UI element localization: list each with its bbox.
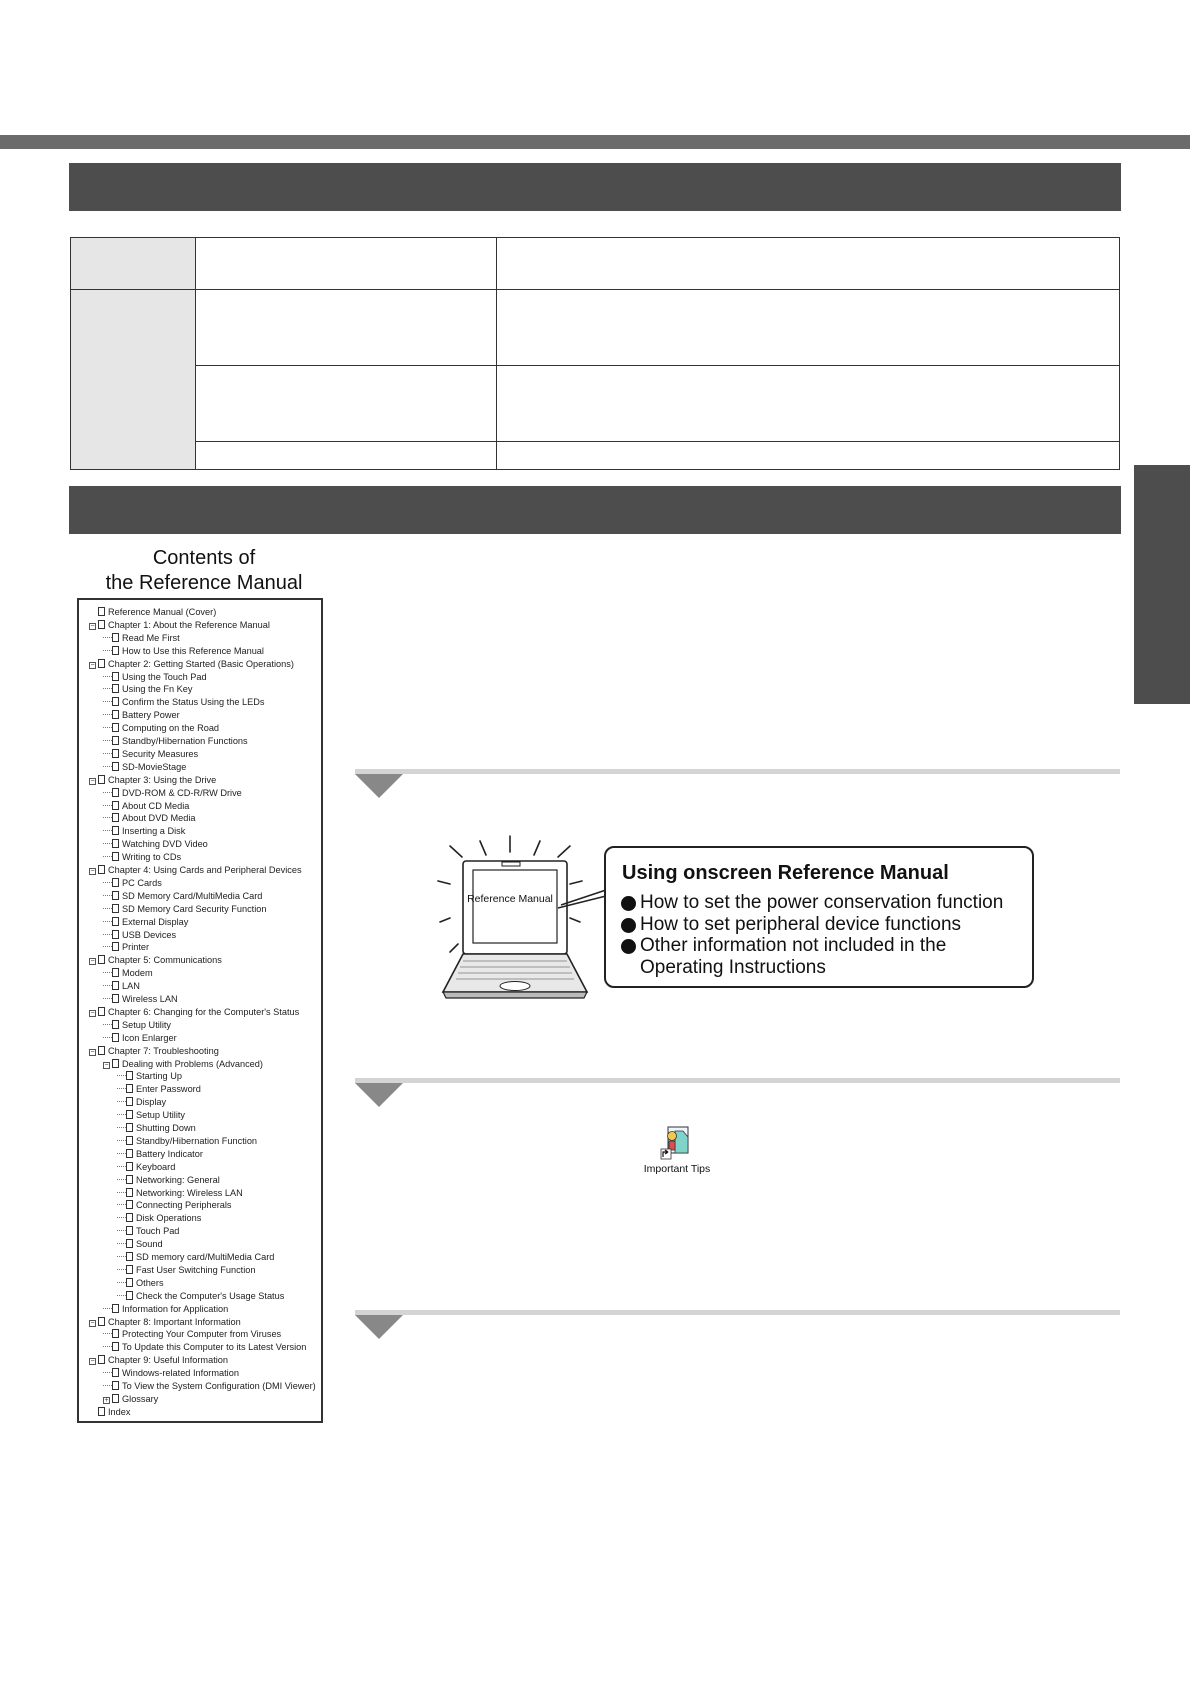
section-divider-2 xyxy=(355,1078,1120,1083)
table-row xyxy=(71,290,1120,366)
document-icon xyxy=(112,1329,119,1338)
tree-item-label: Standby/Hibernation Function xyxy=(136,1135,258,1146)
document-icon xyxy=(126,1110,133,1119)
tree-item[interactable] xyxy=(103,671,207,683)
document-icon xyxy=(98,865,105,874)
header-rule xyxy=(0,135,1190,149)
tree-item-label: Display xyxy=(136,1097,167,1108)
tree-item[interactable] xyxy=(89,1045,219,1057)
tree-item-label: Chapter 3: Using the Drive xyxy=(108,774,217,785)
tree-item-label: USB Devices xyxy=(122,929,177,940)
important-tips-icon[interactable] xyxy=(659,1125,695,1161)
document-icon xyxy=(98,1355,105,1364)
collapse-icon[interactable]: − xyxy=(90,1358,95,1366)
tree-item-label: Reference Manual (Cover) xyxy=(108,607,217,617)
tree-item[interactable] xyxy=(103,851,181,863)
collapse-icon[interactable]: − xyxy=(90,622,95,630)
table-cell xyxy=(497,238,1120,290)
document-icon xyxy=(112,697,119,706)
tree-item-label: Chapter 9: Useful Information xyxy=(108,1355,229,1366)
tree-item-label: Networking: Wireless LAN xyxy=(136,1187,243,1198)
tree-item[interactable] xyxy=(117,1290,284,1302)
tree-item-label: Shutting Down xyxy=(136,1123,196,1133)
tree-item[interactable] xyxy=(89,1406,130,1418)
tree-item[interactable] xyxy=(89,774,216,786)
tree-item-label: Using the Fn Key xyxy=(122,684,193,695)
document-icon xyxy=(126,1123,133,1132)
tree-item-label: Battery Power xyxy=(122,710,180,721)
document-icon xyxy=(112,852,119,861)
laptop-illustration xyxy=(430,826,620,1006)
tree-item-label: Index xyxy=(108,1406,131,1417)
tree-item-label: Icon Enlarger xyxy=(122,1032,177,1043)
section-divider-1 xyxy=(355,769,1120,774)
document-icon xyxy=(112,710,119,719)
tree-item[interactable] xyxy=(103,967,153,979)
document-icon xyxy=(112,1020,119,1029)
table-cell xyxy=(497,290,1120,366)
tree-item[interactable] xyxy=(117,1096,166,1108)
collapse-icon[interactable]: − xyxy=(90,661,95,669)
tree-item-label: Standby/Hibernation Functions xyxy=(122,736,248,746)
tree-item[interactable] xyxy=(117,1174,220,1186)
document-icon xyxy=(112,1394,119,1403)
tree-item-label: Chapter 7: Troubleshooting xyxy=(108,1045,219,1056)
tree-item-label: PC Cards xyxy=(122,877,162,888)
tree-item[interactable] xyxy=(89,864,302,876)
screen-label: Reference Manual xyxy=(467,893,553,905)
tree-item-label: Touch Pad xyxy=(136,1226,180,1237)
tree-item-label: Battery Indicator xyxy=(136,1148,203,1159)
tree-item-label: SD-MovieStage xyxy=(122,761,187,772)
tree-item-label: Protecting Your Computer from Viruses xyxy=(122,1329,282,1340)
tree-item-label: LAN xyxy=(122,981,140,992)
document-icon xyxy=(112,994,119,1003)
document-icon xyxy=(112,813,119,822)
tree-item[interactable] xyxy=(103,683,192,695)
table-row xyxy=(71,238,1120,290)
tree-item[interactable] xyxy=(103,645,264,657)
table-cell xyxy=(196,366,497,442)
tree-item-label: Connecting Peripherals xyxy=(136,1200,232,1211)
document-icon xyxy=(112,891,119,900)
tree-item[interactable] xyxy=(117,1083,201,1095)
document-icon xyxy=(112,826,119,835)
section-marker-1 xyxy=(355,774,403,798)
tree-item[interactable] xyxy=(117,1277,164,1289)
tree-item-label: Chapter 6: Changing for the Computer's Status xyxy=(108,1006,300,1017)
table-row xyxy=(71,442,1120,470)
document-icon xyxy=(126,1149,133,1158)
tree-item-label: Disk Operations xyxy=(136,1213,202,1224)
tree-item-label: Computing on the Road xyxy=(122,723,220,734)
collapse-icon[interactable]: − xyxy=(90,1009,95,1017)
tree-item[interactable] xyxy=(117,1148,203,1160)
tree-item-label: Wireless LAN xyxy=(122,994,178,1004)
tree-item[interactable] xyxy=(89,606,216,618)
document-icon xyxy=(126,1175,133,1184)
document-icon xyxy=(126,1097,133,1106)
tree-item[interactable] xyxy=(117,1187,243,1199)
section-header-bar-1 xyxy=(69,163,1121,211)
tree-item[interactable] xyxy=(103,929,176,941)
callout-bullet-continuation: Operating Instructions xyxy=(640,956,826,978)
document-icon xyxy=(126,1226,133,1235)
contents-heading-line-2: the Reference Manual xyxy=(105,572,303,594)
tree-item-label: To View the System Configuration (DMI Viewer) xyxy=(122,1381,316,1391)
document-icon xyxy=(126,1291,133,1300)
tree-item-label: Starting Up xyxy=(136,1071,182,1082)
tree-item-label: Security Measures xyxy=(122,748,199,759)
tree-item-label: How to Use this Reference Manual xyxy=(122,645,264,656)
document-icon xyxy=(112,672,119,681)
tree-item-label: Using the Touch Pad xyxy=(122,671,207,682)
tree-item[interactable] xyxy=(103,748,198,760)
tree-item[interactable] xyxy=(103,1380,316,1392)
tree-item[interactable] xyxy=(117,1135,257,1147)
tree-item[interactable] xyxy=(117,1161,175,1173)
tree-item[interactable] xyxy=(103,903,267,915)
document-icon xyxy=(112,1368,119,1377)
tree-item[interactable] xyxy=(103,787,242,799)
tree-item[interactable] xyxy=(103,1019,171,1031)
document-icon xyxy=(98,620,105,629)
tree-item[interactable] xyxy=(103,1393,158,1405)
tree-item[interactable] xyxy=(89,954,222,966)
tree-item[interactable] xyxy=(103,1328,281,1340)
tree-item[interactable] xyxy=(103,735,248,747)
document-icon xyxy=(98,1007,105,1016)
tree-item[interactable] xyxy=(103,812,196,824)
document-icon xyxy=(112,646,119,655)
tree-item[interactable] xyxy=(117,1212,201,1224)
tree-item[interactable] xyxy=(103,761,186,773)
tree-item-label: Chapter 1: About the Reference Manual xyxy=(108,619,270,630)
tree-item-label: Printer xyxy=(122,942,150,953)
document-icon xyxy=(126,1136,133,1145)
callout-box xyxy=(604,846,1034,988)
table-cell xyxy=(497,442,1120,470)
tree-item-label: Keyboard xyxy=(136,1161,176,1172)
tree-item-label: Watching DVD Video xyxy=(122,839,208,850)
callout-bullet: How to set the power conservation function xyxy=(621,892,1003,914)
section-header-bar-2 xyxy=(69,486,1121,534)
tree-item[interactable] xyxy=(117,1225,179,1237)
document-icon xyxy=(112,1304,119,1313)
tree-item[interactable] xyxy=(103,890,262,902)
tree-item[interactable] xyxy=(117,1122,196,1134)
tree-item-label: Inserting a Disk xyxy=(122,826,186,837)
tree-item-label: Writing to CDs xyxy=(122,852,182,863)
tree-item[interactable] xyxy=(117,1199,232,1211)
tree-item[interactable] xyxy=(89,619,270,631)
tree-item-label: Windows-related Information xyxy=(122,1368,239,1379)
document-icon xyxy=(112,1059,119,1068)
tree-item[interactable] xyxy=(103,632,180,644)
document-icon xyxy=(112,723,119,732)
tree-item-label: External Display xyxy=(122,916,189,927)
collapse-icon[interactable]: − xyxy=(104,1061,109,1069)
document-icon xyxy=(112,801,119,810)
tree-item[interactable] xyxy=(117,1251,274,1263)
document-icon xyxy=(98,1046,105,1055)
callout-bullet: How to set peripheral device functions xyxy=(621,914,1003,936)
tree-item[interactable] xyxy=(103,980,140,992)
callout-list xyxy=(621,892,1003,978)
document-icon xyxy=(112,633,119,642)
document-icon xyxy=(112,917,119,926)
tree-item-label: SD memory card/MultiMedia Card xyxy=(136,1252,275,1262)
document-icon xyxy=(126,1252,133,1261)
tree-item-label: SD Memory Card/MultiMedia Card xyxy=(122,890,263,901)
document-icon xyxy=(126,1084,133,1093)
contents-heading xyxy=(84,546,324,596)
contents-tree xyxy=(77,598,323,1423)
important-tips-label[interactable]: Important Tips xyxy=(643,1163,711,1175)
tree-item-label: SD Memory Card Security Function xyxy=(122,903,267,914)
tree-item-label: Chapter 2: Getting Started (Basic Operations) xyxy=(108,658,294,669)
tree-item[interactable] xyxy=(89,658,294,670)
tree-item[interactable] xyxy=(103,993,178,1005)
document-icon xyxy=(126,1162,133,1171)
document-icon xyxy=(112,942,119,951)
tree-item-label: Chapter 5: Communications xyxy=(108,955,222,966)
tree-item-label: Others xyxy=(136,1277,164,1288)
document-icon xyxy=(112,839,119,848)
document-icon xyxy=(126,1071,133,1080)
tree-item-label: Modem xyxy=(122,968,153,979)
section-marker-2 xyxy=(355,1083,403,1107)
document-icon xyxy=(112,762,119,771)
expand-icon[interactable]: + xyxy=(104,1396,109,1404)
document-icon xyxy=(112,981,119,990)
tree-item-label: Check the Computer's Usage Status xyxy=(136,1290,285,1301)
table-cell xyxy=(497,366,1120,442)
document-icon xyxy=(126,1278,133,1287)
table-cell xyxy=(71,290,196,470)
tree-item-label: Fast User Switching Function xyxy=(136,1264,256,1275)
tree-item-label: To Update this Computer to its Latest Version xyxy=(122,1342,307,1353)
document-icon xyxy=(112,749,119,758)
tree-item[interactable] xyxy=(103,825,185,837)
tree-item-label: Networking: General xyxy=(136,1174,220,1185)
collapse-icon[interactable]: − xyxy=(90,958,95,966)
tree-item[interactable] xyxy=(103,941,149,953)
tree-item-label: Setup Utility xyxy=(136,1110,186,1121)
tree-item[interactable] xyxy=(103,709,180,721)
tree-item[interactable] xyxy=(103,1032,177,1044)
collapse-icon[interactable]: − xyxy=(90,1319,95,1327)
document-icon xyxy=(112,878,119,887)
tree-item[interactable] xyxy=(117,1070,182,1082)
tree-item-label: Confirm the Status Using the LEDs xyxy=(122,697,265,708)
tree-item[interactable] xyxy=(103,722,219,734)
tree-item[interactable] xyxy=(103,800,189,812)
tree-item[interactable] xyxy=(103,1367,239,1379)
tree-item[interactable] xyxy=(103,877,162,889)
document-icon xyxy=(126,1188,133,1197)
section-marker-3 xyxy=(355,1315,403,1339)
contents-heading-line-1: Contents of xyxy=(152,547,256,569)
document-icon xyxy=(98,1317,105,1326)
document-icon xyxy=(126,1265,133,1274)
table-cell xyxy=(196,442,497,470)
tree-item-label: Information for Application xyxy=(122,1303,229,1314)
document-icon xyxy=(98,1407,105,1416)
document-icon xyxy=(112,904,119,913)
tree-item-label: Enter Password xyxy=(136,1084,201,1095)
document-icon xyxy=(98,775,105,784)
side-index-tab xyxy=(1134,465,1190,704)
document-icon xyxy=(112,930,119,939)
table-cell xyxy=(196,238,497,290)
callout-title: Using onscreen Reference Manual xyxy=(622,862,949,884)
callout-bullet: Other information not included in the xyxy=(621,935,1003,957)
document-icon xyxy=(112,736,119,745)
table-cell xyxy=(71,238,196,290)
tree-item-label: About DVD Media xyxy=(122,813,196,824)
document-icon xyxy=(112,1342,119,1351)
section-divider-3 xyxy=(355,1310,1120,1315)
tree-item-label: About CD Media xyxy=(122,800,190,811)
tree-item-label: Dealing with Problems (Advanced) xyxy=(122,1058,263,1069)
info-table xyxy=(70,237,1120,470)
tree-item[interactable] xyxy=(117,1109,185,1121)
tree-item-label: Sound xyxy=(136,1239,163,1250)
tree-item[interactable] xyxy=(103,1303,228,1315)
document-icon xyxy=(112,1033,119,1042)
collapse-icon[interactable]: − xyxy=(90,777,95,785)
document-icon xyxy=(98,659,105,668)
tree-item-label: Chapter 8: Important Information xyxy=(108,1316,241,1327)
tree-item[interactable] xyxy=(117,1264,255,1276)
document-icon xyxy=(112,788,119,797)
tree-item-label: Setup Utility xyxy=(122,1019,172,1030)
document-icon xyxy=(126,1213,133,1222)
tree-item[interactable] xyxy=(103,838,208,850)
tree-item-label: Read Me First xyxy=(122,632,180,643)
document-icon xyxy=(112,684,119,693)
tree-item[interactable] xyxy=(103,696,264,708)
document-icon xyxy=(126,1200,133,1209)
document-icon xyxy=(98,955,105,964)
tree-item-label: Chapter 4: Using Cards and Peripheral Devices xyxy=(108,865,302,875)
tree-item[interactable] xyxy=(103,1058,263,1070)
table-row xyxy=(71,366,1120,442)
tree-item-label: Glossary xyxy=(122,1393,159,1404)
collapse-icon[interactable]: − xyxy=(90,1048,95,1056)
tree-item[interactable] xyxy=(89,1316,241,1328)
table-cell xyxy=(196,290,497,366)
document-icon xyxy=(112,968,119,977)
document-icon xyxy=(126,1239,133,1248)
tree-item[interactable] xyxy=(103,1341,306,1353)
document-icon xyxy=(112,1381,119,1390)
tree-item[interactable] xyxy=(117,1238,163,1250)
collapse-icon[interactable]: − xyxy=(90,868,95,875)
tree-item[interactable] xyxy=(89,1006,299,1018)
tree-item-label: DVD-ROM & CD-R/RW Drive xyxy=(122,787,242,798)
tree-item[interactable] xyxy=(103,916,188,928)
document-icon xyxy=(98,607,105,616)
tree-item[interactable] xyxy=(89,1354,228,1366)
